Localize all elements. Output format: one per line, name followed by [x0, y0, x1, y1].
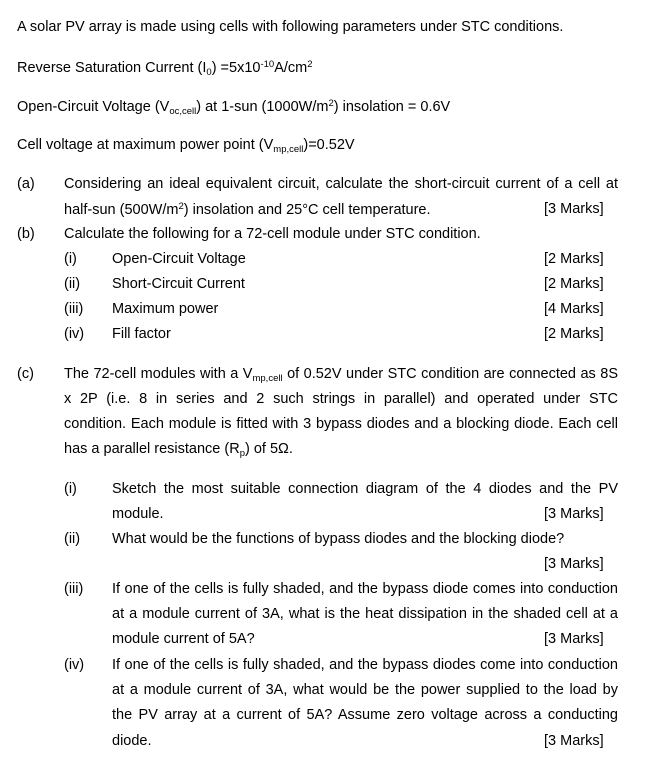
part-a-line2 — [64, 201, 431, 218]
part-c-item-line: at a module current of 3A, what would be the power supplied to the load by — [112, 682, 618, 698]
part-a-line2-pre: half-sun (500W/m — [64, 202, 179, 218]
part-c-line4 — [64, 441, 293, 459]
vmp-post: )=0.52V — [303, 137, 355, 153]
part-c-item-num: (iii) — [64, 581, 84, 597]
isat-text: Reverse Saturation Current (I — [17, 60, 207, 76]
vmp-sub: mp,cell — [273, 144, 304, 155]
intro-line: A solar PV array is made using cells with following parameters under STC conditions. — [17, 19, 564, 35]
mpp-voltage-line — [17, 137, 355, 155]
part-c-item-line: If one of the cells is fully shaded, and the bypass diodes come into conduction — [112, 657, 618, 673]
part-c-item-num: (iv) — [64, 657, 85, 673]
part-c-line4-post: ) of 5Ω. — [245, 441, 293, 457]
isat-unit-exp: 2 — [307, 59, 313, 70]
isat-mid: ) =5x10 — [211, 60, 261, 76]
part-c-line3: condition. Each module is fitted with 3 bypass diodes and a blocking diode. Each cell — [64, 416, 618, 432]
part-b-item-marks: [2 Marks] — [544, 251, 604, 267]
saturation-current-line — [17, 59, 313, 78]
part-c-item-marks: [3 Marks] — [544, 506, 604, 522]
part-b-item-text: Maximum power — [112, 301, 219, 317]
open-circuit-voltage-line — [17, 98, 450, 117]
part-c-item-line: the PV array at a current of 5A? Assume zero voltage across a conducting — [112, 707, 618, 723]
part-c-item-marks: [3 Marks] — [544, 631, 604, 647]
part-b-item-text: Fill factor — [112, 326, 171, 342]
voc-exp: 2 — [328, 98, 334, 109]
part-b-item-marks: [4 Marks] — [544, 301, 604, 317]
part-b-item-text: Short-Circuit Current — [112, 276, 245, 292]
part-a-line2-exp: 2 — [178, 201, 184, 212]
part-c-item-num: (i) — [64, 481, 77, 497]
voc-mid: ) at 1-sun (1000W/m — [196, 99, 329, 115]
part-c-line1-post: of 0.52V under STC condition are connected as 8S — [282, 366, 619, 382]
voc-post: ) insolation = 0.6V — [333, 99, 451, 115]
part-c-item-line: module. — [112, 506, 164, 522]
part-c-item-line: at a module current of 3A, what is the heat dissipation in the shaded cell at a — [112, 606, 618, 622]
part-c-label: (c) — [17, 366, 34, 382]
part-b-item-marks: [2 Marks] — [544, 326, 604, 342]
part-b-label: (b) — [17, 226, 35, 242]
part-b-item-num: (iii) — [64, 301, 84, 317]
part-a-line2-post: ) insolation and 25°C cell temperature. — [183, 202, 431, 218]
part-c-item-line: module current of 5A? — [112, 631, 255, 647]
part-c-line4-pre: has a parallel resistance (R — [64, 441, 240, 457]
part-c-line2: x 2P (i.e. 8 in series and 2 such strings in parallel) and operated under STC — [64, 391, 618, 407]
part-a-line1: Considering an ideal equivalent circuit, calculate the short-circuit current of a cell at — [64, 176, 618, 192]
part-c-item-num: (ii) — [64, 531, 81, 547]
isat-exp: -10 — [260, 59, 275, 70]
part-c-item-line: Sketch the most suitable connection diagram of the 4 diodes and the PV — [112, 481, 618, 497]
part-c-item-line: What would be the functions of bypass diodes and the blocking diode? — [112, 531, 565, 547]
voc-sub: oc,cell — [169, 106, 197, 117]
part-a-label: (a) — [17, 176, 35, 192]
vmp-text: Cell voltage at maximum power point (V — [17, 137, 274, 153]
part-c-line1-sub: mp,cell — [252, 373, 283, 384]
part-c-line1-pre: The 72-cell modules with a V — [64, 366, 253, 382]
part-b-item-num: (iv) — [64, 326, 85, 342]
part-b-item-num: (ii) — [64, 276, 81, 292]
isat-unit: A/cm — [274, 60, 308, 76]
part-c-line1 — [64, 366, 618, 384]
part-b-item-marks: [2 Marks] — [544, 276, 604, 292]
part-b-item-text: Open-Circuit Voltage — [112, 251, 246, 267]
part-c-item-marks: [3 Marks] — [544, 733, 604, 749]
part-c-line4-sub: p — [239, 448, 245, 459]
isat-sub: 0 — [206, 67, 212, 78]
part-b-intro: Calculate the following for a 72-cell module under STC condition. — [64, 226, 481, 242]
part-c-item-line: If one of the cells is fully shaded, and the bypass diode comes into conduction — [112, 581, 618, 597]
part-b-item-num: (i) — [64, 251, 77, 267]
part-c-item-line: diode. — [112, 733, 152, 749]
part-c-item-marks: [3 Marks] — [544, 556, 604, 572]
part-a-marks: [3 Marks] — [544, 201, 604, 217]
voc-text: Open-Circuit Voltage (V — [17, 99, 170, 115]
